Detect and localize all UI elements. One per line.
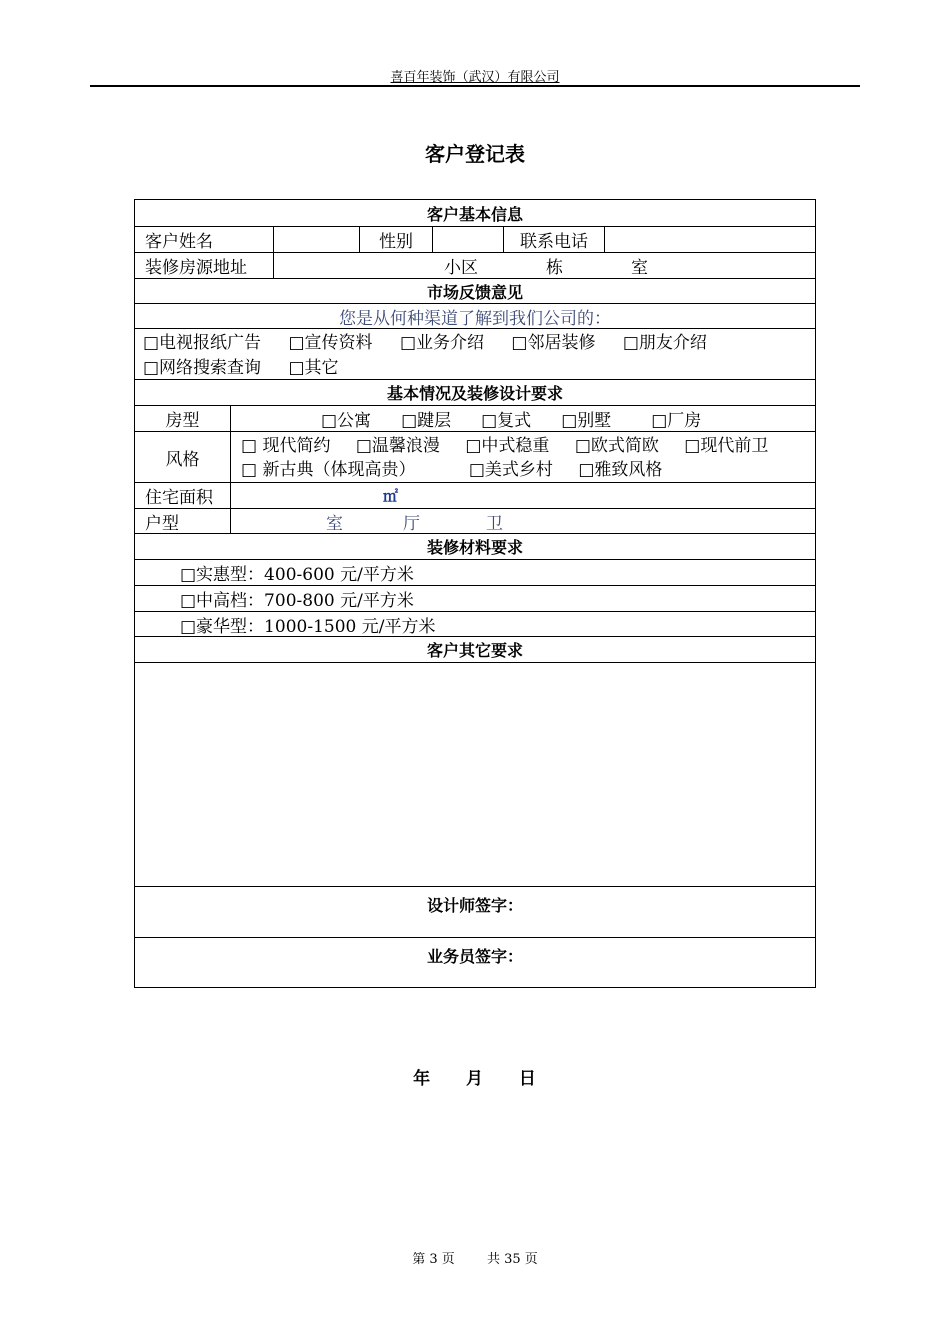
- header-rule: [90, 85, 860, 87]
- checkbox-split-level[interactable]: □踺层: [401, 411, 452, 431]
- checkbox-european[interactable]: □欧式简欧: [574, 436, 659, 456]
- document-title: 客户登记表: [425, 142, 525, 166]
- address-room-label: 室: [631, 258, 648, 278]
- area-field[interactable]: [230, 483, 815, 508]
- date-day: 日: [518, 1069, 537, 1089]
- row-sales-signature: [135, 937, 815, 987]
- checkbox-factory[interactable]: □厂房: [651, 411, 702, 431]
- checkbox-business-referral[interactable]: □业务介绍: [399, 333, 484, 353]
- checkbox-other-channel[interactable]: □其它: [288, 358, 339, 378]
- row-material-mid: [135, 585, 815, 611]
- checkbox-material-luxury[interactable]: □豪华型：1000-1500 元/平方米: [180, 616, 436, 637]
- layout-rooms-label: 室: [326, 513, 343, 534]
- checkbox-chinese-classic[interactable]: □中式稳重: [465, 436, 550, 456]
- phone-label: 联系电话: [503, 227, 604, 252]
- checkbox-material-mid[interactable]: □中高档：700-800 元/平方米: [180, 591, 414, 611]
- row-house-type: [135, 405, 815, 431]
- section-materials: [135, 533, 815, 559]
- customer-name-field[interactable]: [273, 227, 359, 252]
- row-designer-signature: [135, 886, 815, 937]
- section-title: 装修材料要求: [426, 538, 523, 557]
- style-label: 风格: [165, 449, 200, 470]
- section-basic-info: [135, 200, 815, 226]
- row-material-economy: [135, 559, 815, 585]
- section-title: 市场反馈意见: [426, 282, 523, 302]
- registration-form: [134, 199, 816, 988]
- address-field[interactable]: [273, 253, 815, 278]
- checkbox-neighbor-renovation[interactable]: □邻居装修: [511, 333, 596, 353]
- section-feedback: [135, 278, 815, 303]
- phone-field[interactable]: [604, 227, 815, 252]
- other-requirements-field[interactable]: [135, 662, 815, 886]
- layout-baths-label: 卫: [486, 513, 503, 534]
- row-layout: [135, 508, 815, 533]
- section-other: [135, 636, 815, 662]
- area-label: 住宅面积: [145, 488, 213, 508]
- address-complex-label: 小区: [444, 258, 478, 278]
- section-title: 基本情况及装修设计要求: [386, 384, 563, 403]
- checkbox-modern-simple[interactable]: □ 现代简约: [241, 436, 331, 456]
- layout-field[interactable]: [230, 509, 815, 533]
- section-title: 客户其它要求: [426, 641, 523, 660]
- section-requirements: [135, 379, 815, 405]
- checkbox-web-search[interactable]: □网络搜索查询: [143, 358, 262, 378]
- row-address: [135, 252, 815, 278]
- channel-options: [135, 329, 729, 379]
- checkbox-material-economy[interactable]: □实惠型：400-600 元/平方米: [180, 565, 414, 585]
- area-unit: ㎡: [383, 487, 399, 505]
- row-name-gender-phone: [135, 226, 815, 252]
- style-options: [230, 432, 815, 482]
- row-channel-question: [135, 303, 815, 328]
- channel-question: 您是从何种渠道了解到我们公司的：: [339, 308, 611, 329]
- checkbox-brochure[interactable]: □宣传资料: [288, 333, 373, 353]
- row-area: [135, 482, 815, 508]
- company-header: 喜百年装饰（武汉）有限公司: [390, 70, 560, 85]
- page-total: 共 35 页: [486, 1252, 538, 1267]
- gender-field[interactable]: [432, 227, 503, 252]
- page-number: 第 3 页: [412, 1252, 455, 1267]
- checkbox-modern-avant-garde[interactable]: □现代前卫: [684, 436, 769, 456]
- checkbox-tv-newspaper[interactable]: □电视报纸广告: [143, 333, 262, 353]
- section-title: 客户基本信息: [426, 204, 523, 224]
- sales-signature-label: 业务员签字：: [426, 947, 523, 966]
- date-year: 年: [413, 1069, 432, 1089]
- checkbox-neoclassical[interactable]: □ 新古典（体现高贵）: [241, 460, 416, 480]
- layout-halls-label: 厅: [403, 513, 420, 534]
- date-month: 月: [466, 1069, 484, 1089]
- designer-signature-label: 设计师签字：: [426, 896, 523, 915]
- row-style: [135, 431, 815, 482]
- checkbox-friend-referral[interactable]: □朋友介绍: [622, 333, 707, 353]
- customer-name-label: 客户姓名: [145, 232, 213, 252]
- address-label: 装修房源地址: [145, 258, 247, 278]
- layout-label: 户型: [145, 513, 179, 534]
- checkbox-apartment[interactable]: □公寓: [321, 411, 372, 431]
- house-type-label: 房型: [165, 411, 200, 431]
- gender-label: 性别: [359, 227, 432, 252]
- date-line: [0, 1064, 950, 1089]
- address-building-label: 栋: [546, 258, 563, 278]
- checkbox-duplex[interactable]: □复式: [481, 411, 532, 431]
- checkbox-elegant[interactable]: □雅致风格: [578, 460, 663, 480]
- row-channel-options: [135, 328, 815, 379]
- house-type-options: [230, 406, 815, 431]
- checkbox-villa[interactable]: □别墅: [561, 411, 612, 431]
- checkbox-american-country[interactable]: □美式乡村: [468, 460, 553, 480]
- page-footer: [0, 1248, 950, 1267]
- checkbox-warm-romantic[interactable]: □温馨浪漫: [355, 436, 440, 456]
- row-material-luxury: [135, 611, 815, 636]
